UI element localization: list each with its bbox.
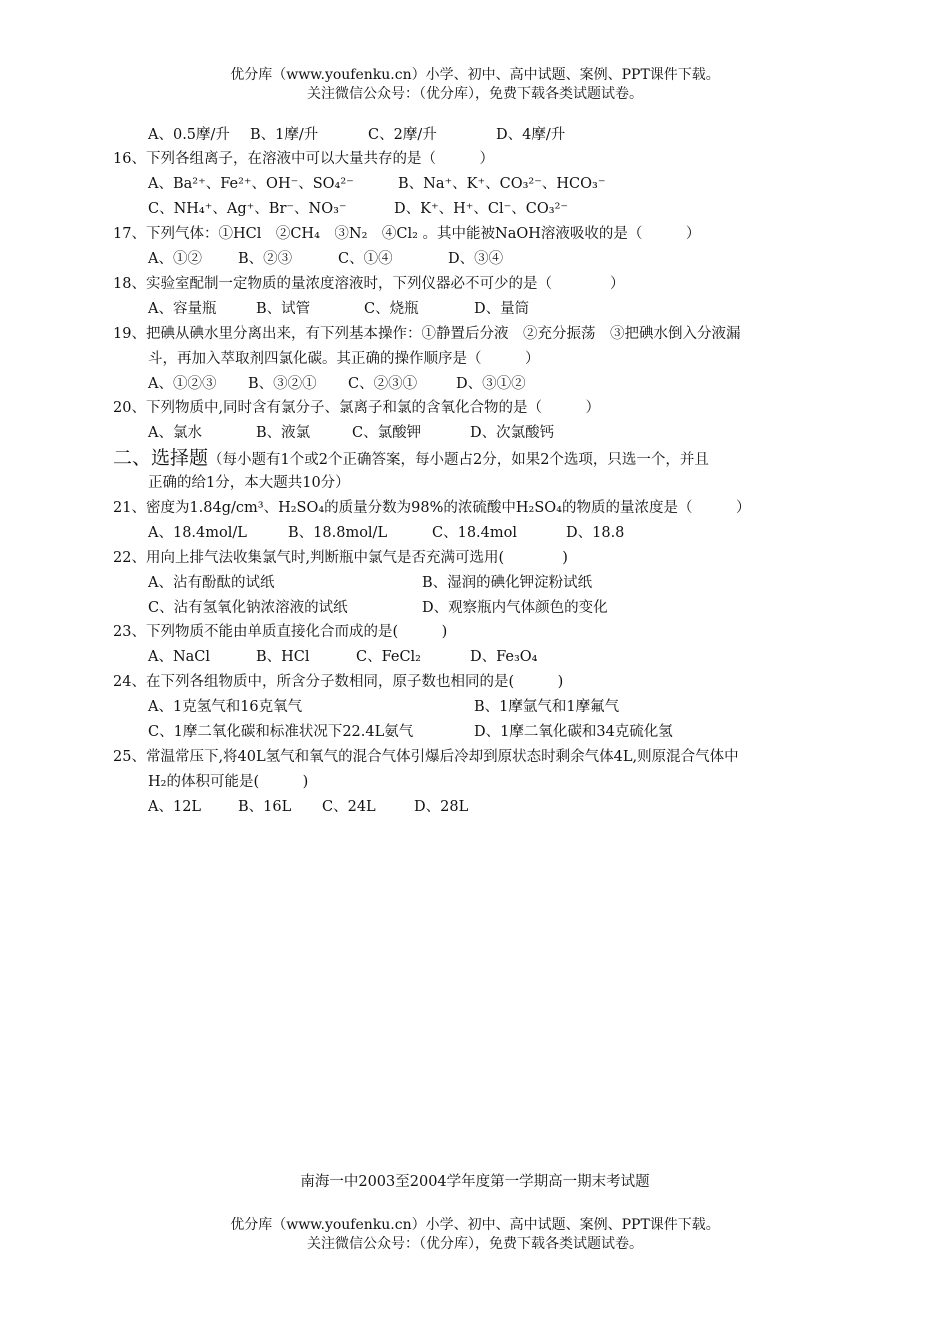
q17-option-d: D、③④ (448, 251, 504, 267)
section-2-note: （每小题有1个或2个正确答案，每小题占2分，如果2个选项，只选一个，并且 (208, 452, 709, 468)
header-line-2: 关注微信公众号：（优分库），免费下载各类试题试卷。 (307, 86, 643, 102)
q23-option-b: B、HCl (256, 649, 310, 665)
q17-option-b: B、②③ (238, 251, 293, 267)
q25-stem-line1: 25、常温常压下,将40L氢气和氧气的混合气体引爆后冷却到原状态时剩余气体4L,则原混合气体中 (113, 749, 739, 765)
footer-exam-title: 南海一中2003至2004学年度第一学期高一期末考试题 (300, 1174, 650, 1190)
q20-options (148, 422, 554, 444)
section-2-note-line2: 正确的给1分，本大题共10分） (148, 475, 350, 491)
q20-option-a: A、氯水 (148, 425, 202, 441)
q18-option-a: A、容量瓶 (148, 301, 217, 317)
q17-options (148, 248, 503, 270)
footer-line-2: 关注微信公众号：（优分库），免费下载各类试题试卷。 (307, 1236, 643, 1252)
q23-options (148, 646, 538, 668)
q18-stem: 18、实验室配制一定物质的量浓度溶液时，下列仪器必不可少的是（ ） (113, 276, 625, 292)
q19-option-c: C、②③① (348, 376, 418, 392)
q22-option-a: A、沾有酚酞的试纸 (148, 575, 275, 591)
q25-options (148, 796, 468, 818)
q19-option-a: A、①②③ (148, 376, 217, 392)
q24-options-row2 (148, 721, 673, 743)
q22-stem: 22、用向上排气法收集氯气时,判断瓶中氯气是否充满可选用( ) (113, 550, 568, 566)
q23-option-c: C、FeCl₂ (356, 649, 421, 665)
q25-option-a: A、12L (148, 799, 202, 815)
q16-option-b: B、Na⁺、K⁺、CO₃²⁻、HCO₃⁻ (398, 176, 606, 192)
q24-stem: 24、在下列各组物质中，所含分子数相同，原子数也相同的是( ) (113, 674, 564, 690)
section-2-heading (113, 447, 709, 471)
q17-option-c: C、①④ (338, 251, 393, 267)
footer-line-1: 优分库（www.youfenku.cn）小学、初中、高中试题、案例、PPT课件下载。 (230, 1217, 720, 1233)
q23-option-a: A、NaCl (148, 649, 211, 665)
q24-option-a: A、1克氢气和16克氧气 (148, 699, 303, 715)
q20-option-c: C、氯酸钾 (352, 425, 422, 441)
q21-option-b: B、18.8mol/L (288, 525, 388, 541)
q24-options-row1 (148, 696, 619, 718)
q15-option-a: A、0.5摩/升 (148, 127, 230, 143)
q21-option-d: D、18.8 (566, 525, 625, 541)
q23-stem: 23、下列物质不能由单质直接化合而成的是( ) (113, 624, 448, 640)
q15-option-b: B、1摩/升 (250, 127, 319, 143)
page-footer (0, 1216, 950, 1254)
q21-option-a: A、18.4mol/L (148, 525, 247, 541)
q21-option-c: C、18.4mol (432, 525, 517, 541)
q15-options (148, 124, 565, 146)
q18-option-b: B、试管 (256, 301, 311, 317)
q19-stem-line1: 19、把碘从碘水里分离出来，有下列基本操作：①静置后分液 ②充分振荡 ③把碘水倒入分液漏 (113, 326, 741, 342)
q21-options (148, 522, 624, 544)
q16-options-row2 (148, 198, 568, 220)
q19-option-d: D、③①② (456, 376, 526, 392)
q25-option-d: D、28L (414, 799, 469, 815)
section-2-title: 二、选择题 (113, 447, 209, 469)
q18-option-c: C、烧瓶 (364, 301, 419, 317)
q15-option-d: D、4摩/升 (496, 127, 566, 143)
q18-option-d: D、量筒 (474, 301, 530, 317)
q16-option-c: C、NH₄⁺、Ag⁺、Br⁻、NO₃⁻ (148, 201, 347, 217)
q25-stem-line2: H₂的体积可能是( ) (148, 774, 309, 790)
q16-option-a: A、Ba²⁺、Fe²⁺、OH⁻、SO₄²⁻ (148, 176, 354, 192)
q22-option-b: B、湿润的碘化钾淀粉试纸 (422, 575, 593, 591)
q19-options (148, 373, 526, 395)
header-line-1: 优分库（www.youfenku.cn）小学、初中、高中试题、案例、PPT课件下载。 (230, 67, 720, 83)
q22-option-d: D、观察瓶内气体颜色的变化 (422, 600, 608, 616)
q23-option-d: D、Fe₃O₄ (470, 649, 538, 665)
q19-option-b: B、③②① (248, 376, 317, 392)
q24-option-d: D、1摩二氧化碳和34克硫化氢 (474, 724, 673, 740)
q25-option-c: C、24L (322, 799, 376, 815)
q22-options-row1 (148, 572, 592, 594)
q15-option-c: C、2摩/升 (368, 127, 437, 143)
q22-options-row2 (148, 597, 608, 619)
q16-stem: 16、下列各组离子，在溶液中可以大量共存的是（ ） (113, 151, 494, 167)
q20-option-b: B、液氯 (256, 425, 311, 441)
q19-stem-line2: 斗，再加入萃取剂四氯化碳。其正确的操作顺序是（ ） (148, 351, 540, 367)
q25-option-b: B、16L (238, 799, 292, 815)
q24-option-c: C、1摩二氧化碳和标准状况下22.4L氨气 (148, 724, 414, 740)
q17-stem: 17、下列气体：①HCl ②CH₄ ③N₂ ④Cl₂ 。其中能被NaOH溶液吸收的是（ ） (113, 226, 701, 242)
q24-option-b: B、1摩氩气和1摩氟气 (474, 699, 620, 715)
q21-stem: 21、密度为1.84g/cm³、H₂SO₄的质量分数为98%的浓硫酸中H₂SO₄的物质的量浓度是（ ） (113, 500, 751, 516)
q16-options-row1 (148, 173, 605, 195)
q17-option-a: A、①② (148, 251, 202, 267)
q20-stem: 20、下列物质中,同时含有氯分子、氯离子和氯的含氧化合物的是（ ） (113, 400, 601, 416)
q20-option-d: D、次氯酸钙 (470, 425, 555, 441)
q22-option-c: C、沾有氢氧化钠浓溶液的试纸 (148, 600, 348, 616)
page-header (0, 66, 950, 104)
q18-options (148, 298, 529, 320)
q16-option-d: D、K⁺、H⁺、Cl⁻、CO₃²⁻ (394, 201, 569, 217)
